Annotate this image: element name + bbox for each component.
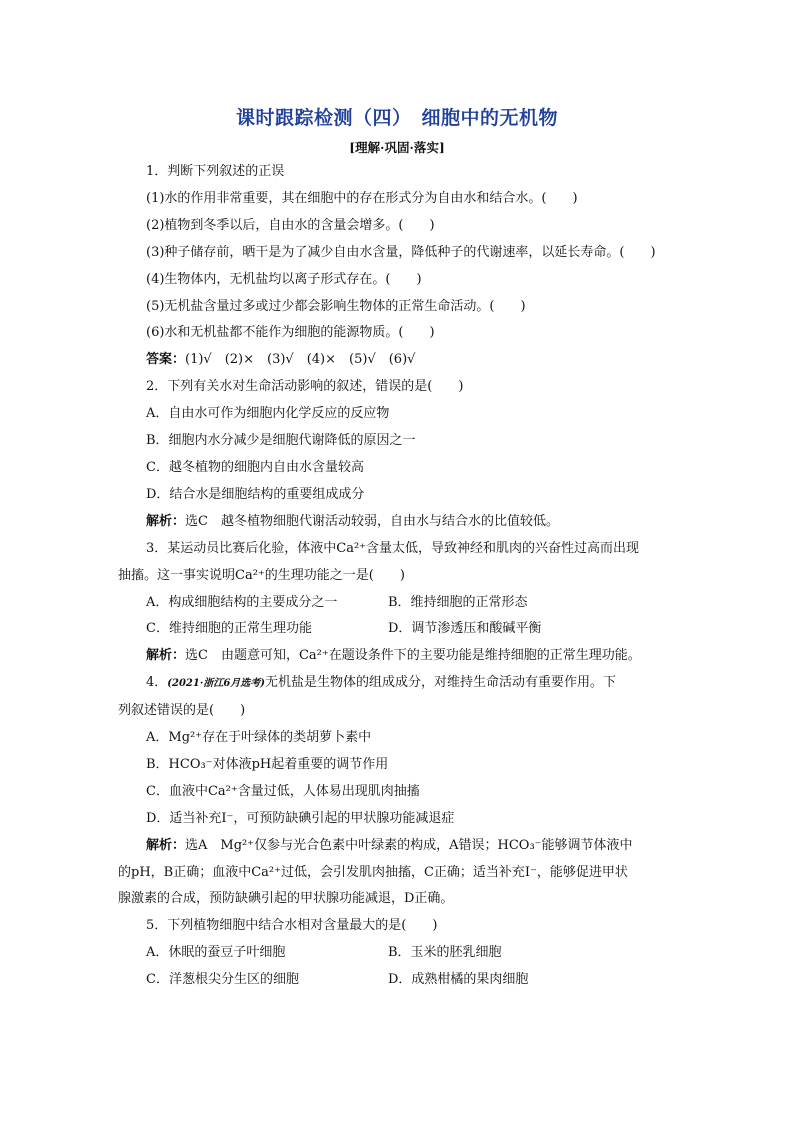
q5-option-c: C．洋葱根尖分生区的细胞 (146, 972, 299, 988)
q3-option-c: C．维持细胞的正常生理功能 (146, 621, 312, 637)
answer-text: (1)√ (2)× (3)√ (4)× (5)√ (6)√ (185, 352, 416, 368)
q1-item: (2)植物到冬季以后，自由水的含量会增多。( ) (146, 217, 435, 233)
q2-stem: 2．下列有关水对生命活动影响的叙述，错误的是( ) (146, 379, 464, 395)
q4-stem-line1 (118, 670, 678, 698)
answer-label: 答案： (146, 352, 186, 368)
q3-option-d: D．调节渗透压和酸碱平衡 (388, 621, 542, 637)
q4-option-b: B．HCO₃⁻对体液pH起着重要的调节作用 (146, 756, 389, 772)
q5-stem: 5．下列植物细胞中结合水相对含量最大的是( ) (146, 918, 438, 934)
analysis-text: 选C 由题意可知，Ca²⁺在题设条件下的主要功能是维持细胞的正常生理功能。 (185, 648, 641, 664)
q4-analysis-line3: 腺激素的合成，预防缺碘引起的甲状腺功能减退，D正确。 (118, 891, 454, 907)
analysis-label: 解析： (146, 513, 186, 529)
q4-option-c: C．血液中Ca²⁺含量过低，人体易出现肌肉抽搐 (146, 783, 420, 799)
q2-option-a: A．自由水可作为细胞内化学反应的反应物 (146, 406, 390, 422)
q3-stem-line2: 抽搐。这一事实说明Ca²⁺的生理功能之一是( ) (118, 567, 405, 583)
q1-item: (3)种子储存前，晒干是为了减少自由水含量，降低种子的代谢速率，以延长寿命。( ) (146, 244, 656, 260)
question-content (118, 159, 678, 994)
q1-item: (4)生物体内，无机盐均以离子形式存在。( ) (146, 271, 422, 287)
analysis-label: 解析： (146, 837, 186, 853)
q1-item: (1)水的作用非常重要，其在细胞中的存在形式分为自由水和结合水。( ) (146, 190, 578, 206)
q1-item: (5)无机盐含量过多或过少都会影响生物体的正常生命活动。( ) (146, 298, 526, 314)
q1-item: (6)水和无机盐都不能作为细胞的能源物质。( ) (146, 325, 435, 341)
q3-analysis (118, 643, 678, 670)
page-title: 课时跟踪检测（四） 细胞中的无机物 (235, 107, 558, 129)
q4-analysis-line1 (118, 833, 678, 860)
q1-answer (118, 347, 678, 374)
q5-option-b: B．玉米的胚乳细胞 (388, 945, 502, 961)
analysis-text: 选A Mg²⁺仅参与光合色素中叶绿素的构成，A错误；HCO₃⁻能够调节体液中 (185, 837, 633, 853)
q2-analysis (118, 509, 678, 536)
q2-option-b: B．细胞内水分减少是细胞代谢降低的原因之一 (146, 433, 416, 449)
q4-source: (2021·浙江6月选考) (167, 678, 266, 690)
q5-option-a: A．休眠的蚕豆子叶细胞 (146, 945, 286, 961)
q2-option-c: C．越冬植物的细胞内自由水含量较高 (146, 459, 364, 475)
q3-option-b: B．维持细胞的正常形态 (388, 594, 528, 610)
q4-stem-line2: 列叙述错误的是( ) (118, 703, 246, 719)
q4-analysis-line2: 的pH，B正确；血液中Ca²⁺过低，会引发肌肉抽搐，C正确；适当补充I⁻，能够促进甲状 (118, 864, 628, 880)
q2-option-d: D．结合水是细胞结构的重要组成成分 (146, 486, 365, 502)
q1-stem: 1．判断下列叙述的正误 (146, 164, 285, 179)
analysis-text: 选C 越冬植物细胞代谢活动较弱，自由水与结合水的比值较低。 (185, 513, 559, 529)
q3-options-row2 (118, 616, 678, 643)
q5-option-d: D．成熟柑橘的果肉细胞 (388, 972, 529, 988)
section-subtitle: [理解·巩固·落实] (349, 140, 445, 155)
q5-options-row1 (118, 940, 678, 967)
q3-option-a: A．构成细胞结构的主要成分之一 (146, 594, 338, 610)
q4-number: 4． (146, 675, 168, 691)
analysis-label: 解析： (146, 648, 186, 664)
q3-stem-line1: 3．某运动员比赛后化验，体液中Ca²⁺含量太低，导致神经和肌肉的兴奋性过高而出现 (146, 540, 640, 556)
q4-option-a: A．Mg²⁺存在于叶绿体的类胡萝卜素中 (146, 730, 372, 746)
q4-option-d: D．适当补充I⁻，可预防缺碘引起的甲状腺功能减退症 (146, 810, 455, 826)
q3-options-row1 (118, 590, 678, 617)
q4-stem-text: 无机盐是生物体的组成成分，对维持生命活动有重要作用。下 (265, 675, 617, 691)
q5-options-row2 (118, 967, 678, 994)
